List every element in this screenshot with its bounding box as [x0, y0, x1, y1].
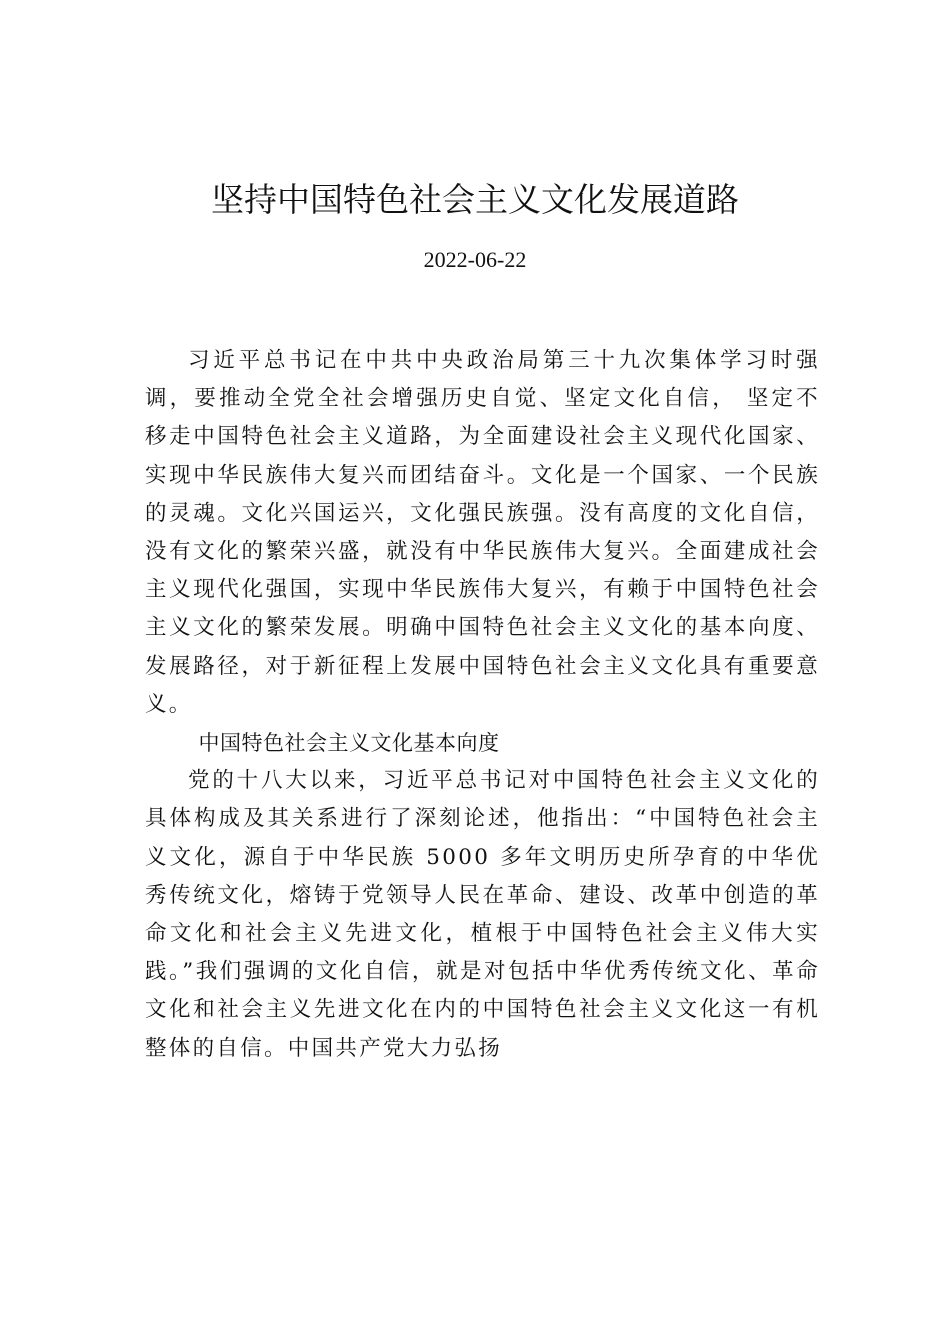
paragraph-intro: 习近平总书记在中共中央政治局第三十九次集体学习时强调，要推动全党全社会增强历史自觉、坚定文化自信， 坚定不移走中国特色社会主义道路，为全面建设社会主义现代化国家、实现中华民族伟大复兴而团结奋斗。文化是一个国家、一个民族的灵魂。文化兴国运兴，文化强民族强。没有高度的文化自信，没有文化的繁荣兴盛，就没有中华民族伟大复兴。全面建成社会主义现代化强国，实现中华民族伟大复兴，有赖于中国特色社会主义文化的繁荣发展。明确中国特色社会主义文化的基本向度、发展路径，对于新征程上发展中国特色社会主义文化具有重要意义。: [145, 348, 820, 717]
document-date: 2022-06-22: [423, 247, 527, 272]
paragraph-section-1: 党的十八大以来，习近平总书记对中国特色社会主义文化的具体构成及其关系进行了深刻论述，他指出：“中国特色社会主义文化，源自于中华民族 5000 多年文明历史所孕育的中华优秀传统文化，熔铸于党领导人民在革命、建设、改革中创造的革命文化和社会主义先进文化，植根于中国特色社会主义伟大实践。”我们强调的文化自信，就是对包括中华优秀传统文化、革命文化和社会主义先进文化在内的中国特色社会主义文化这一有机整体的自信。中国共产党大力弘扬: [145, 768, 820, 1061]
document-title: 坚持中国特色社会主义文化发展道路: [211, 180, 739, 219]
document-body: [145, 342, 820, 1068]
section-heading: 中国特色社会主义文化基本向度: [198, 731, 500, 756]
